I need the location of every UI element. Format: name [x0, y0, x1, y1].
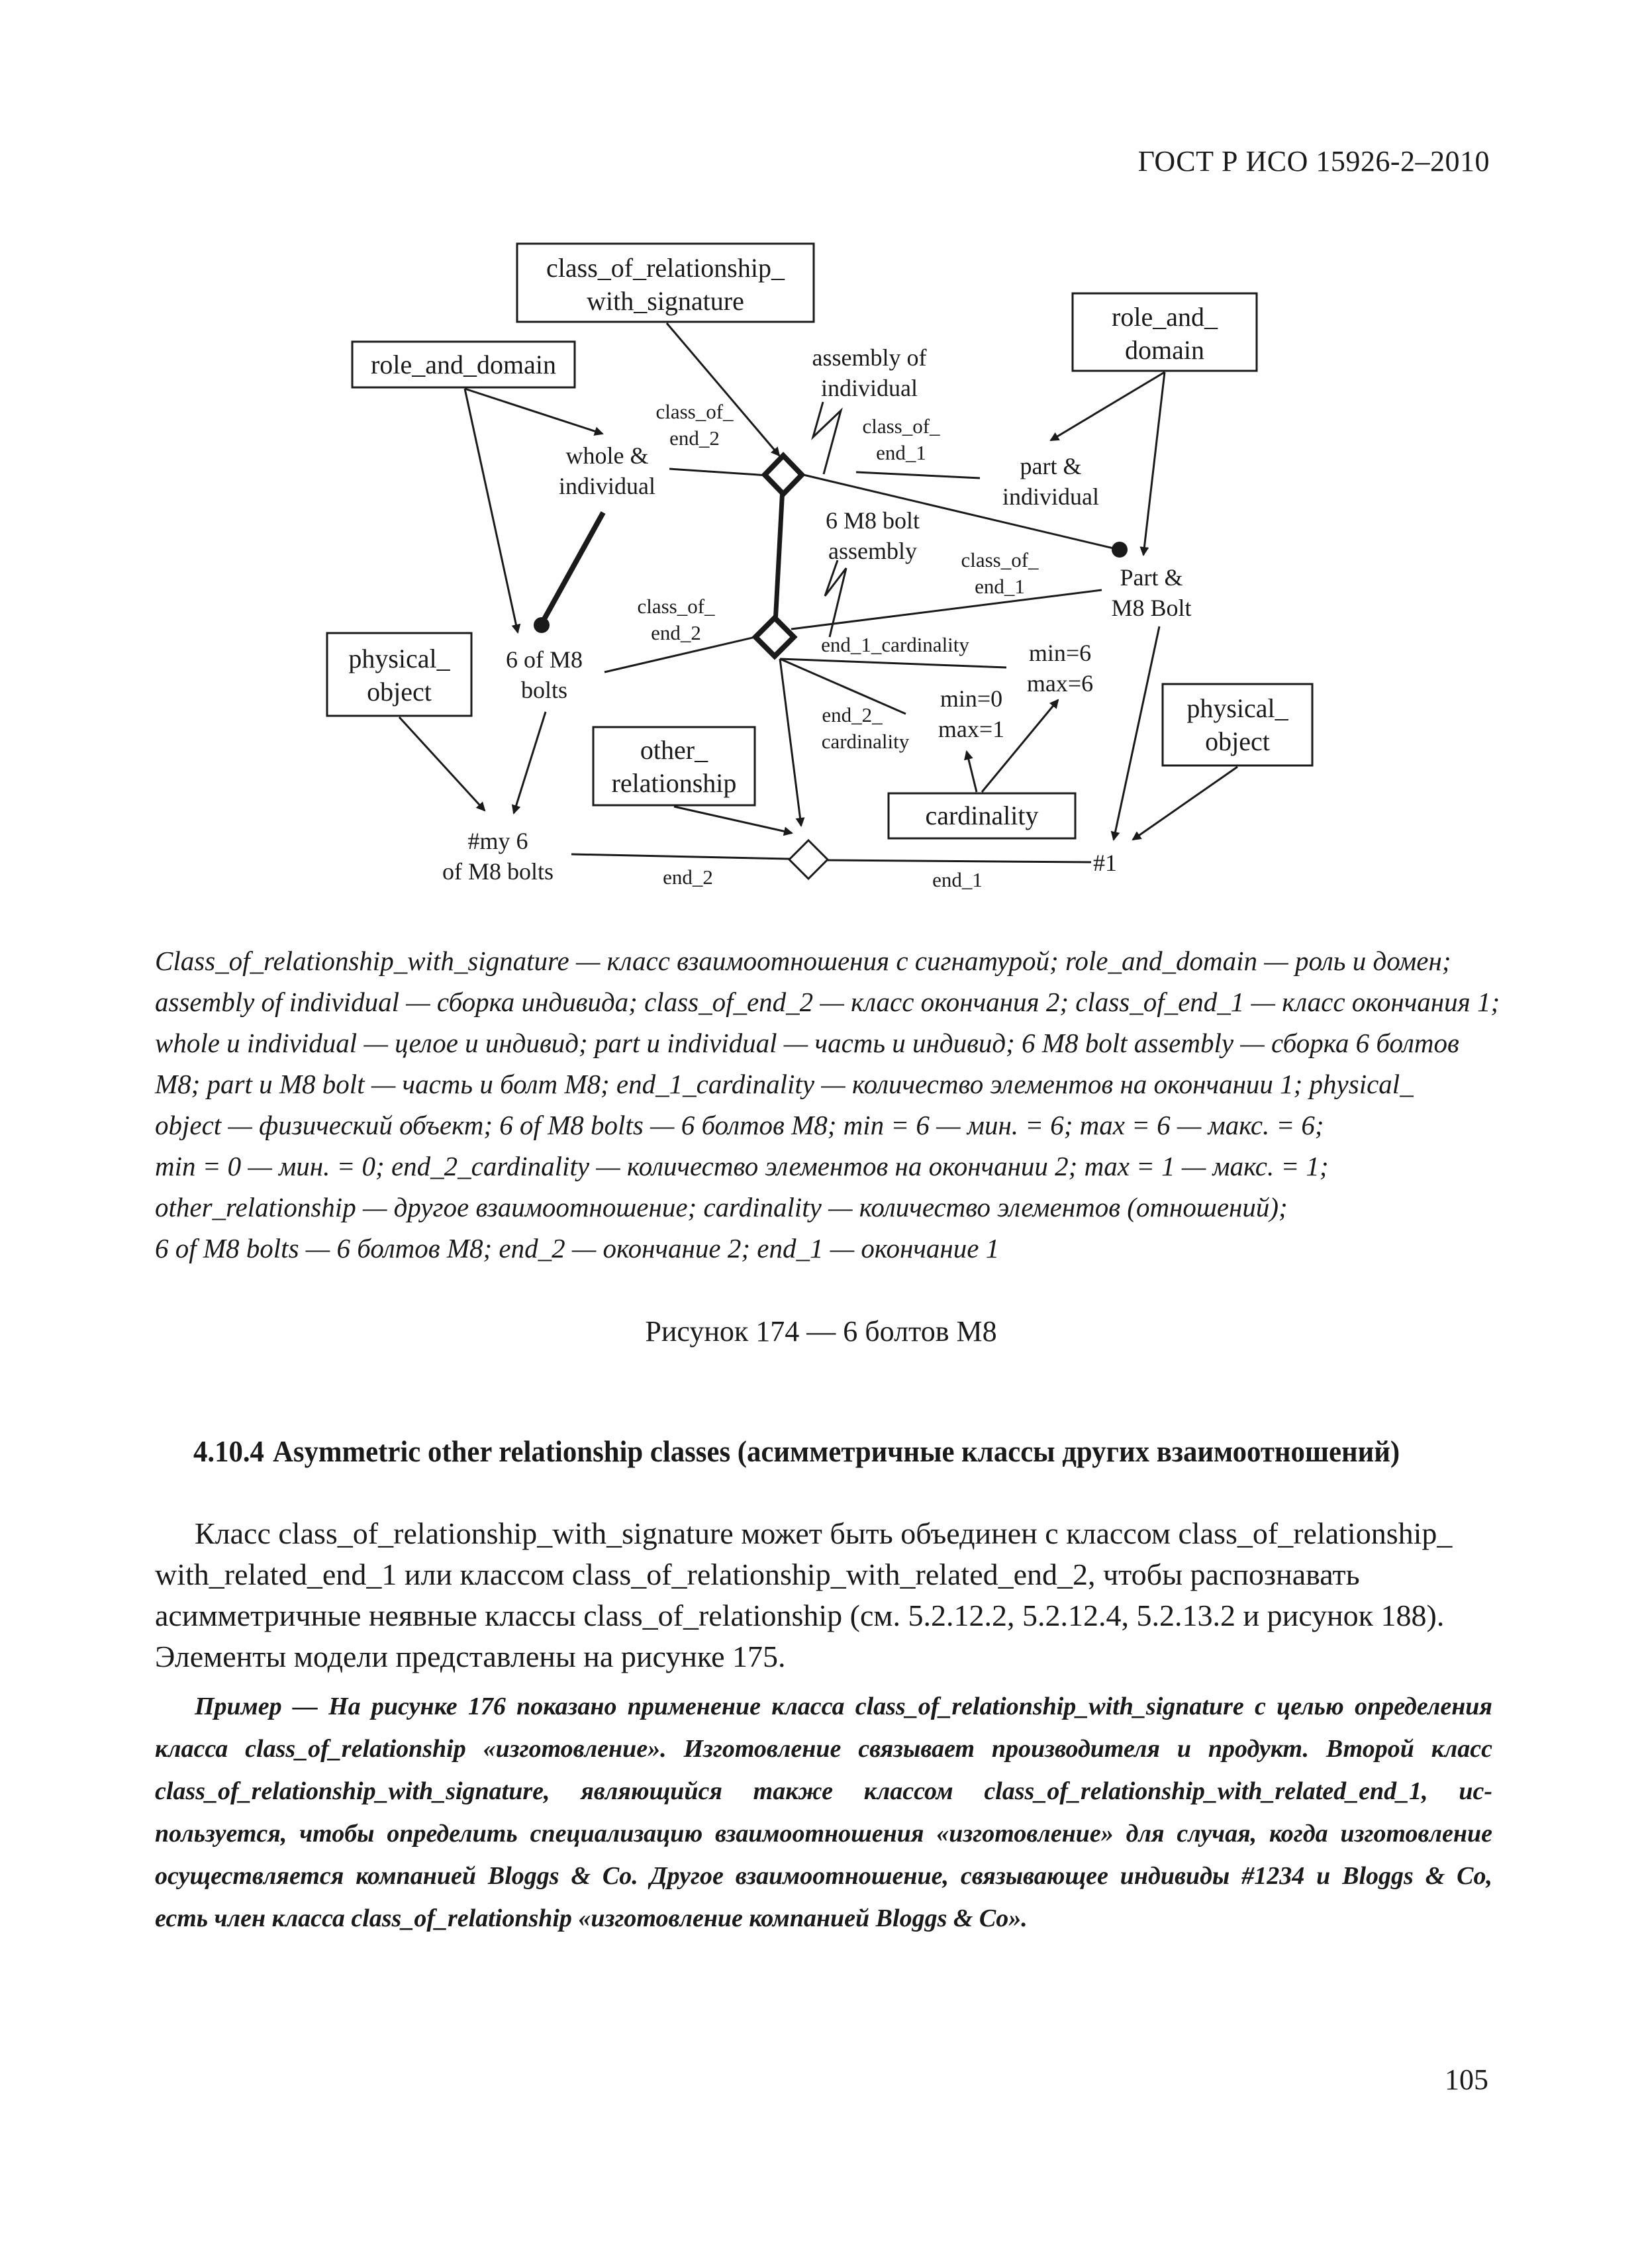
label-assembly-of-individual: assembly of [812, 344, 927, 371]
arrow-rad-left-to-whole [465, 389, 603, 434]
label-class-of-end-1: end_1 [876, 441, 926, 464]
example-paragraph [155, 1685, 1492, 1940]
label-6-of-m8-bolts: bolts [520, 677, 568, 703]
label-end-1-cardinality: end_1_cardinality [821, 633, 969, 656]
box-text: role_and_ [1112, 302, 1218, 332]
label-6-m8-bolt-assembly: assembly [828, 538, 917, 564]
label-whole-individual: individual [559, 473, 655, 499]
line-end1-cardinality [780, 659, 1006, 667]
figure-174-diagram [0, 0, 1642, 927]
paragraph-line: асимметричные неявные классы class_of_relationship (см. 5.2.12.2, 5.2.12.4, 5.2.13.2 и рисунок 188). [155, 1599, 1445, 1632]
label-class-of-end-2: class_of_ [655, 400, 734, 423]
box-text: class_of_relationship_ [546, 253, 785, 283]
line-other-end2 [571, 854, 789, 859]
arrow-cardinality-to-max6 [982, 700, 1058, 792]
dot-part-individual [1112, 542, 1128, 558]
section-heading [193, 1434, 1412, 1469]
diagram-canvas [0, 0, 1642, 927]
example-line: class_of_relationship_with_signature, являющийся также классом class_of_relationship_with_related_end_1, ис- [155, 1777, 1492, 1805]
box-text: with_signature [587, 286, 744, 316]
box-text: object [367, 677, 432, 707]
label-6-m8-bolt-assembly: 6 M8 bolt [825, 507, 920, 534]
legend-line: other_relationship — другое взаимоотношение; cardinality — количество элементов (отношений); [155, 1192, 1288, 1222]
arrow-rad-right-to-part-bolt [1143, 372, 1165, 555]
page-header: ГОСТ Р ИСО 15926-2–2010 [1137, 145, 1490, 177]
label-min0-max1: min=0 [940, 685, 1003, 712]
label-min6-max6: max=6 [1026, 670, 1094, 697]
label-class-of-end-1: class_of_ [862, 415, 940, 438]
example-line: пользуется, чтобы определить специализацию взаимоотношения «изготовление» для случая, когда изготовление [155, 1820, 1492, 1848]
box-text: physical_ [1186, 693, 1288, 723]
paragraph-line: Класс class_of_relationship_with_signature может быть объединен с классом class_of_relationship_ [195, 1516, 1453, 1550]
legend-line: whole и individual — целое и индивид; part и individual — часть и индивид; 6 M8 bolt assembly — сборка 6 болтов [155, 1028, 1459, 1058]
thick-whole-to-dot [542, 513, 603, 624]
label-assembly-of-individual: individual [821, 375, 918, 401]
arrow-mid-diamond-to-other-diamond [780, 659, 801, 826]
thick-diamond-spine [775, 487, 783, 636]
label-hash-1: #1 [1093, 850, 1117, 876]
diamond-top [765, 456, 802, 494]
label-part-individual: part & [1020, 453, 1082, 479]
label-whole-individual: whole & [565, 442, 649, 469]
legend-line: object — физический объект; 6 of M8 bolts — 6 болтов M8; min = 6 — мин. = 6; max = 6 — макс. = 6; [155, 1110, 1324, 1140]
label-6-of-m8-bolts: 6 of M8 [506, 646, 583, 673]
arrow-phys-left-to-my6 [399, 717, 485, 811]
legend-line: Class_of_relationship_with_signature — класс взаимоотношения с сигнатурой; role_and_domain — роль и домен; [155, 946, 1451, 976]
arrow-phys-right-to-hash1 [1133, 767, 1237, 840]
label-part-m8-bolt: Part & [1120, 564, 1183, 591]
line-end1-mid [791, 590, 1102, 629]
diamond-mid [755, 618, 794, 656]
box-text: role_and_domain [371, 350, 556, 379]
line-end2-top [669, 469, 768, 475]
zigzag-mid [825, 560, 846, 637]
dot-6-of-m8 [534, 617, 550, 633]
line-other-end1 [828, 860, 1091, 862]
label-class-of-end-1-mid: end_1 [975, 575, 1025, 598]
zigzag-top [813, 402, 841, 474]
box-text: relationship [611, 768, 737, 798]
legend-line: 6 of M8 bolts — 6 болтов M8; end_2 — окончание 2; end_1 — окончание 1 [155, 1233, 1000, 1263]
arrow-6of-to-my6 [514, 712, 546, 813]
line-end1-top [856, 472, 980, 478]
box-text: other_ [640, 735, 708, 765]
example-line: класса class_of_relationship «изготовление». Изготовление связывает производителя и продукт. Второй класс [155, 1735, 1492, 1763]
label-end-1: end_1 [932, 868, 983, 891]
box-text: cardinality [925, 801, 1039, 830]
label-class-of-end-1-mid: class_of_ [961, 548, 1039, 571]
page-number: 105 [1445, 2063, 1488, 2096]
label-min0-max1: max=1 [938, 716, 1005, 742]
example-line: есть член класса class_of_relationship «изготовление компанией Bloggs & Co». [155, 1904, 1028, 1932]
legend-line: min = 0 — мин. = 0; end_2_cardinality — количество элементов на окончании 2; max = 1 — макс. = 1; [155, 1151, 1329, 1181]
arrow-rad-left-to-6of [465, 389, 518, 632]
figure-caption: Рисунок 174 — 6 болтов M8 [645, 1315, 997, 1348]
legend-line: assembly of individual — сборка индивида; class_of_end_2 — класс окончания 2; class_of_end_1 — класс окончания 1; [155, 987, 1500, 1017]
label-part-individual: individual [1002, 483, 1099, 510]
arrow-part-bolt-to-hash1 [1114, 626, 1159, 840]
label-class-of-end-2: end_2 [669, 426, 720, 450]
section-title: Asymmetric other relationship classes (асимметричные классы других взаимоотношений) [272, 1434, 1400, 1468]
paragraph-line: Элементы модели представлены на рисунке 175. [155, 1640, 786, 1673]
label-class-of-end-2-mid: end_2 [651, 621, 701, 644]
box-text: physical_ [348, 644, 450, 673]
label-end-2-cardinality: cardinality [821, 730, 910, 753]
example-line: осуществляется компанией Bloggs & Co. Другое взаимоотношение, связывающее индивиды #1234 и Bloggs & Co, [155, 1862, 1492, 1890]
label-end-2-cardinality: end_2_ [822, 703, 883, 726]
example-line: Пример — На рисунке 176 показано применение класса class_of_relationship_with_signature с целью определения [195, 1693, 1492, 1720]
label-min6-max6: min=6 [1028, 640, 1092, 666]
diamond-bottom [789, 840, 828, 879]
label-part-m8-bolt: M8 Bolt [1111, 595, 1192, 621]
arrow-rad-right-to-part [1051, 372, 1165, 440]
label-end-2: end_2 [663, 865, 713, 889]
figure-legend [155, 940, 1500, 1269]
body-paragraph [155, 1513, 1492, 1677]
section-number: 4.10.4 [193, 1434, 264, 1468]
box-text: domain [1125, 335, 1204, 365]
label-my-6-of-m8-bolts: #my 6 [467, 828, 528, 854]
legend-line: M8; part и M8 bolt — часть и болт M8; end_1_cardinality — количество элементов на окончании 1; physical_ [155, 1069, 1414, 1099]
arrow-other-rel-to-diamond [674, 807, 792, 833]
box-text: object [1205, 726, 1270, 756]
label-class-of-end-2-mid: class_of_ [637, 595, 715, 618]
label-my-6-of-m8-bolts: of M8 bolts [442, 858, 554, 885]
paragraph-line: with_related_end_1 или классом class_of_relationship_with_related_end_2, чтобы распознавать [155, 1557, 1360, 1591]
arrow-cardinality-to-max1 [967, 752, 977, 792]
